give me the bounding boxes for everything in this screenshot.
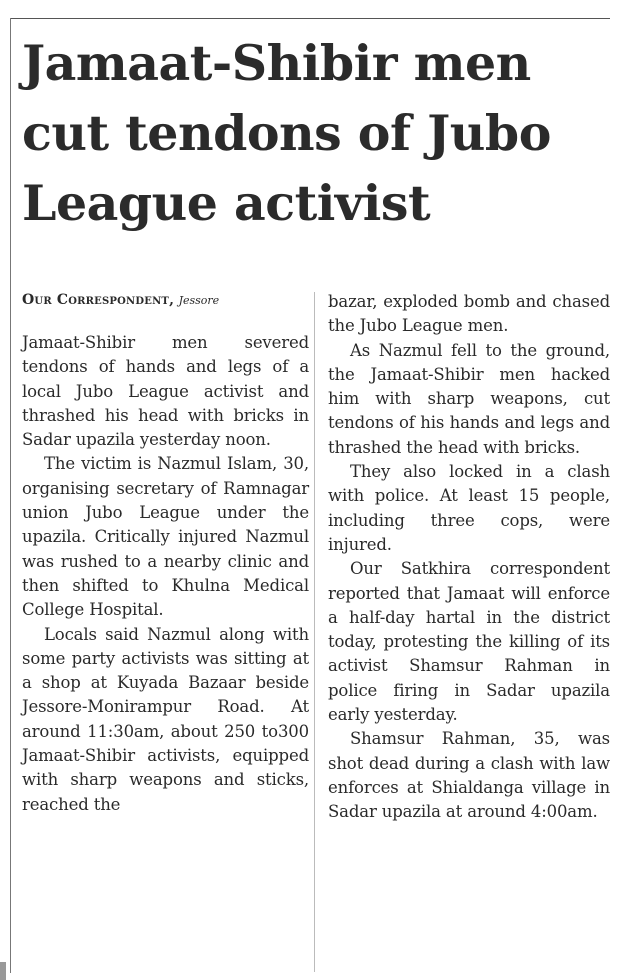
article-paragraph-7: Shamsur Rahman, 35, was shot dead during a clash with law enforces at Shialdanga village in Sadar upazila at around 4:00am. xyxy=(328,729,610,822)
byline xyxy=(22,290,308,311)
headline: Jamaat-Shibir men cut tendons of Jubo League activist xyxy=(22,34,551,232)
byline-place: Jessore xyxy=(178,294,220,307)
left-border-rule xyxy=(10,18,11,973)
edge-mark xyxy=(0,962,6,980)
article-column-right xyxy=(328,290,610,825)
article-paragraph-3: Locals said Nazmul along with some party activists was sitting at a shop at Kuyada Bazaar beside Jessore-Monirampur Road. At around 11:30am, about 250 to300 Jamaat-Shibir activists, equipped with sharp weapons and sticks, reached the xyxy=(22,624,309,814)
article-paragraph-5: They also locked in a clash with police. At least 15 people, including three cops, were injured. xyxy=(328,462,610,554)
article-column-left xyxy=(22,331,309,817)
byline-author: Our Correspondent, xyxy=(22,292,175,308)
article-paragraph-4: As Nazmul fell to the ground, the Jamaat-Shibir men hacked him with sharp weapons, cut tendons of his hands and legs and thrashed the head with bricks. xyxy=(328,340,610,457)
article-paragraph-3-continued: bazar, exploded bomb and chased the Jubo League men. xyxy=(328,292,610,336)
article-paragraph-2: The victim is Nazmul Islam, 30, organising secretary of Ramnagar union Jubo League under the upazila. Critically injured Nazmul was rushed to a nearby clinic and then shifted to Khulna Medical College Hospital. xyxy=(22,454,309,620)
column-divider xyxy=(314,292,315,972)
top-rule xyxy=(10,18,610,19)
article-paragraph-6: Our Satkhira correspondent reported that Jamaat will enforce a half-day hartal in the district today, protesting the killing of its activist Shamsur Rahman in police firing in Sadar upazila early yesterday. xyxy=(328,559,610,725)
article-paragraph-1: Jamaat-Shibir men severed tendons of hands and legs of a local Jubo League activist and thrashed his head with bricks in Sadar upazila yesterday noon. xyxy=(22,333,309,450)
